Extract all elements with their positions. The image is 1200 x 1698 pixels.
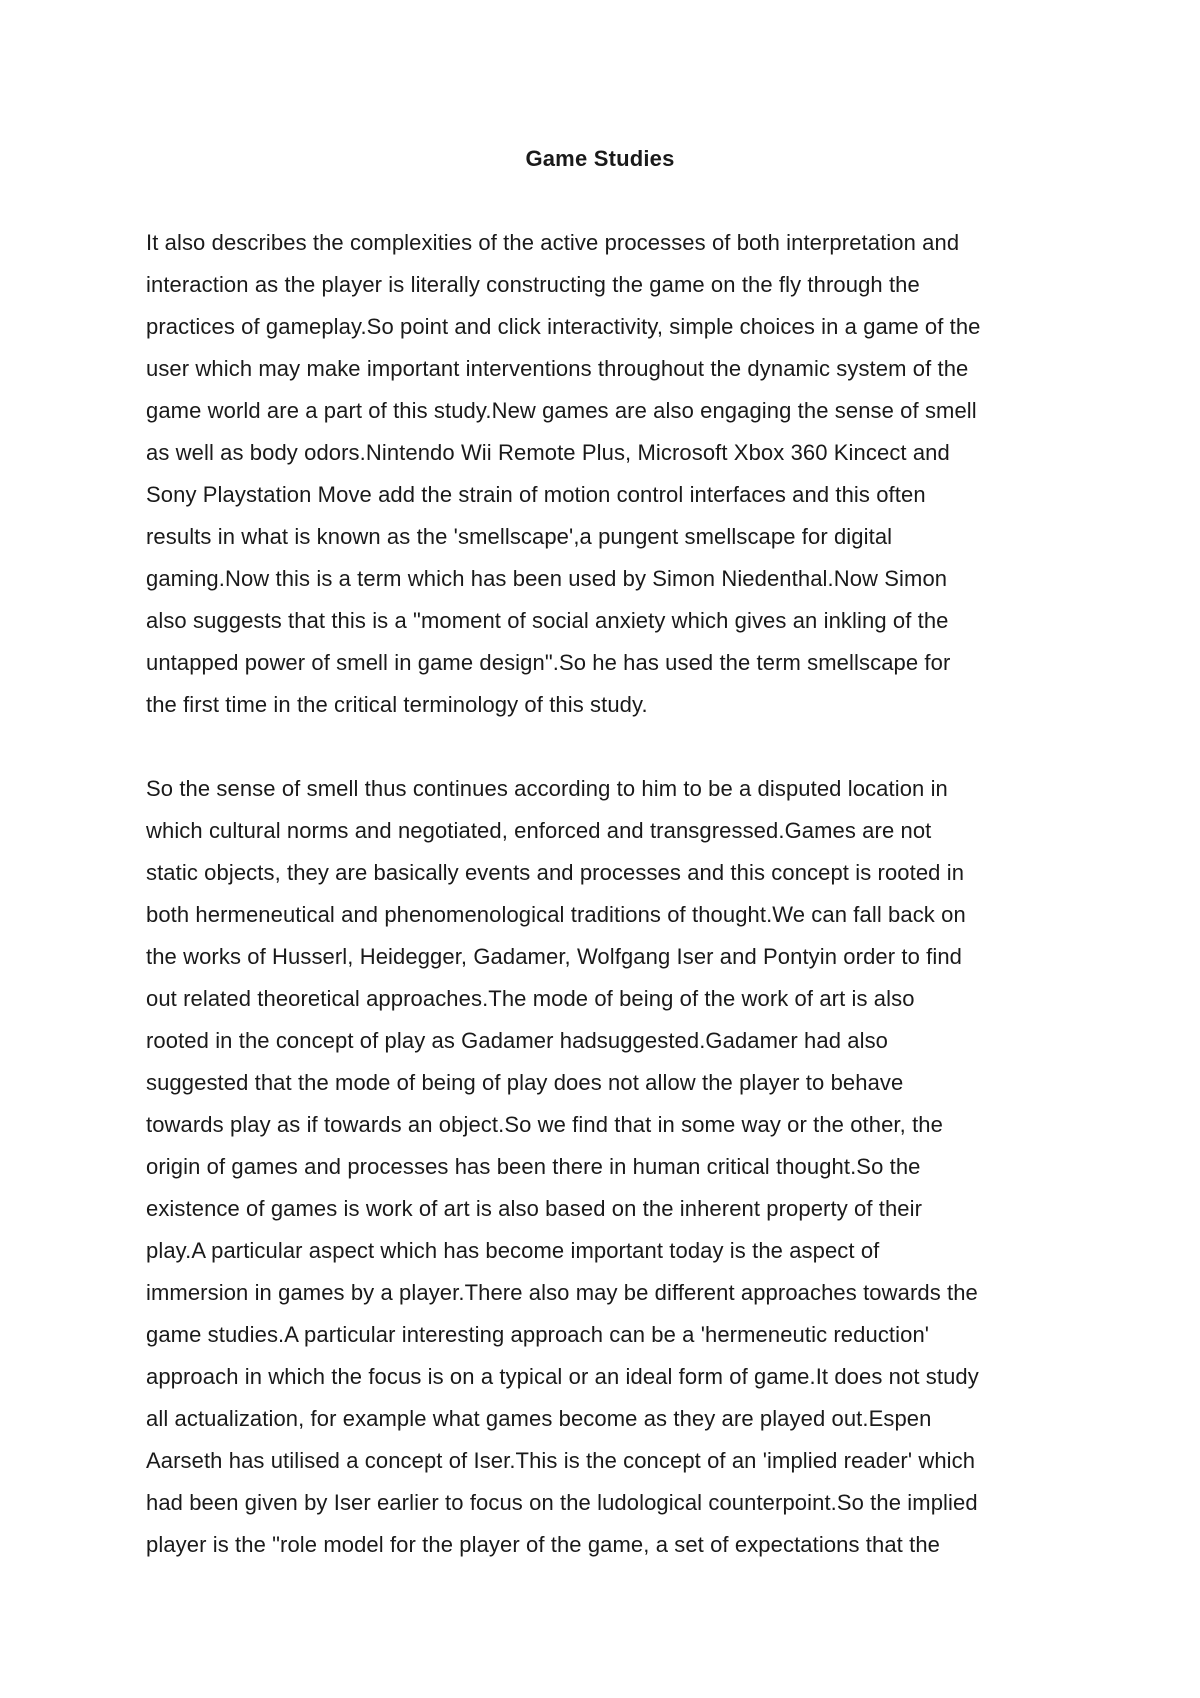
- text-line: play.A particular aspect which has become important today is the aspect of: [146, 1238, 880, 1263]
- text-line: game studies.A particular interesting approach can be a 'hermeneutic reduction': [146, 1322, 930, 1347]
- text-line: results in what is known as the 'smellscape',a pungent smellscape for digital: [146, 524, 893, 549]
- text-line: had been given by Iser earlier to focus on the ludological counterpoint.So the implied: [146, 1490, 978, 1515]
- text-line: suggested that the mode of being of play does not allow the player to behave: [146, 1070, 904, 1095]
- text-line: It also describes the complexities of the active processes of both interpretation and: [146, 230, 960, 255]
- text-line: interaction as the player is literally constructing the game on the fly through the: [146, 272, 920, 297]
- text-line: Sony Playstation Move add the strain of motion control interfaces and this often: [146, 482, 926, 507]
- text-line: also suggests that this is a "moment of social anxiety which gives an inkling of the: [146, 608, 949, 633]
- text-line: static objects, they are basically events and processes and this concept is rooted in: [146, 860, 965, 885]
- paragraph-2: [146, 768, 979, 1566]
- text-line: both hermeneutical and phenomenological traditions of thought.We can fall back on: [146, 902, 966, 927]
- text-line: the works of Husserl, Heidegger, Gadamer, Wolfgang Iser and Pontyin order to find: [146, 944, 963, 969]
- text-line: Aarseth has utilised a concept of Iser.This is the concept of an 'implied reader' which: [146, 1448, 976, 1473]
- text-line: practices of gameplay.So point and click interactivity, simple choices in a game of the: [146, 314, 981, 339]
- text-line: out related theoretical approaches.The mode of being of the work of art is also: [146, 986, 915, 1011]
- text-line: user which may make important interventions throughout the dynamic system of the: [146, 356, 969, 381]
- text-line: So the sense of smell thus continues according to him to be a disputed location in: [146, 776, 948, 801]
- text-line: towards play as if towards an object.So we find that in some way or the other, the: [146, 1112, 943, 1137]
- text-line: game world are a part of this study.New games are also engaging the sense of smell: [146, 398, 977, 423]
- text-line: player is the "role model for the player of the game, a set of expectations that the: [146, 1532, 940, 1557]
- text-line: approach in which the focus is on a typical or an ideal form of game.It does not study: [146, 1364, 979, 1389]
- text-line: which cultural norms and negotiated, enforced and transgressed.Games are not: [146, 818, 932, 843]
- paragraph-1: [146, 222, 981, 726]
- text-line: origin of games and processes has been there in human critical thought.So the: [146, 1154, 921, 1179]
- text-line: untapped power of smell in game design".So he has used the term smellscape for: [146, 650, 951, 675]
- text-line: the first time in the critical terminology of this study.: [146, 692, 648, 717]
- text-line: as well as body odors.Nintendo Wii Remote Plus, Microsoft Xbox 360 Kincect and: [146, 440, 950, 465]
- text-line: immersion in games by a player.There also may be different approaches towards the: [146, 1280, 978, 1305]
- document-title: Game Studies: [525, 146, 675, 171]
- text-line: all actualization, for example what games become as they are played out.Espen: [146, 1406, 932, 1431]
- text-line: existence of games is work of art is also based on the inherent property of their: [146, 1196, 923, 1221]
- text-line: rooted in the concept of play as Gadamer hadsuggested.Gadamer had also: [146, 1028, 889, 1053]
- text-line: gaming.Now this is a term which has been used by Simon Niedenthal.Now Simon: [146, 566, 948, 591]
